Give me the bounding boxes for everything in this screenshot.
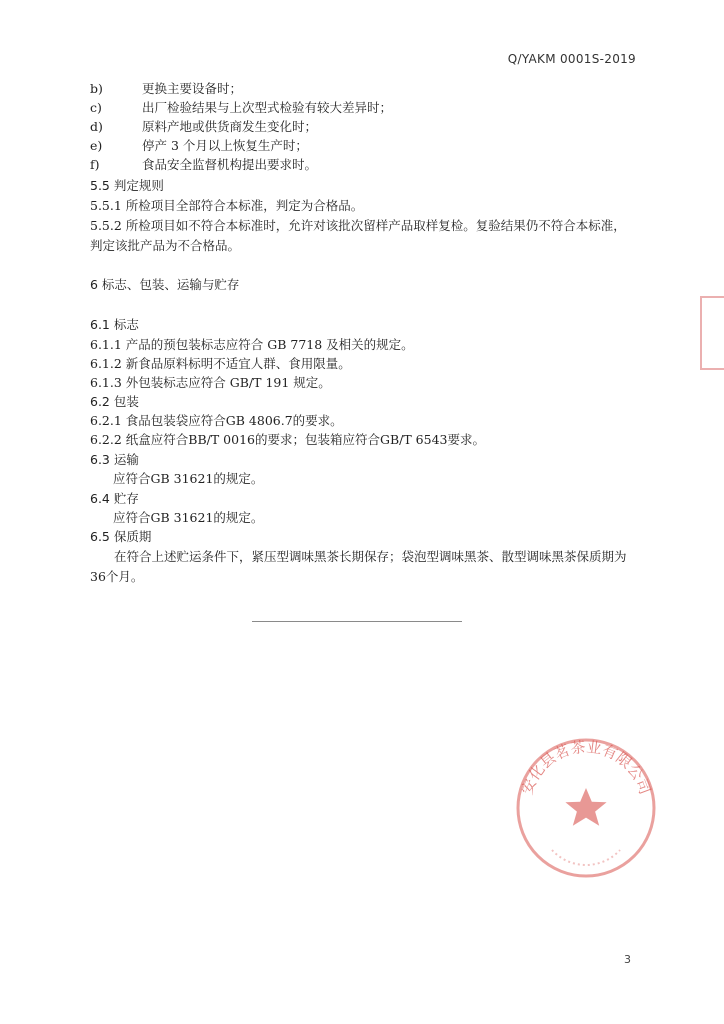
clause-text: 6.2.2 纸盒应符合BB/T 0016的要求；包装箱应符合GB/T 6543要求。 xyxy=(90,432,485,447)
list-item xyxy=(90,156,317,174)
end-rule xyxy=(252,621,462,622)
company-seal xyxy=(512,734,660,882)
clause-text: 6.1.1 产品的预包装标志应符合 GB 7718 及相关的规定。 xyxy=(90,337,414,352)
list-item xyxy=(90,137,308,155)
section-title: 6 标志、包装、运输与贮存 xyxy=(90,277,240,292)
list-text: 停产 3 个月以上恢复生产时； xyxy=(142,138,308,153)
clause-text: 6.1.2 新食品原料标明不适宜人群、食用限量。 xyxy=(90,356,351,371)
list-item xyxy=(90,118,317,136)
section-heading: 6.1 标志 xyxy=(90,317,139,332)
section-heading: 6.4 贮存 xyxy=(90,491,139,506)
list-marker: c) xyxy=(90,100,102,115)
section-heading: 6.2 包装 xyxy=(90,394,139,409)
seal-fragment xyxy=(700,296,724,370)
list-text: 原料产地或供货商发生变化时； xyxy=(142,119,318,134)
paragraph: 5.5.1 所检项目全部符合本标准，判定为合格品。 xyxy=(90,198,364,213)
clause-text: 应符合GB 31621的规定。 xyxy=(113,510,264,525)
list-marker: e) xyxy=(90,138,103,153)
list-text: 更换主要设备时； xyxy=(142,81,243,96)
paragraph: 在符合上述贮运条件下，紧压型调味黑茶长期保存；袋泡型调味黑茶、散型调味黑茶保质期为36个月。 xyxy=(90,549,627,584)
section-heading: 6.5 保质期 xyxy=(90,529,152,544)
list-marker: d) xyxy=(90,119,103,134)
list-marker: b) xyxy=(90,81,103,96)
list-item xyxy=(90,80,242,98)
clause-text: 6.1.3 外包装标志应符合 GB/T 191 规定。 xyxy=(90,375,331,390)
clause-text: 应符合GB 31621的规定。 xyxy=(113,471,264,486)
page-number: 3 xyxy=(624,953,631,966)
section-heading: 6.3 运输 xyxy=(90,452,139,467)
list-text: 食品安全监督机构提出要求时。 xyxy=(142,157,318,172)
paragraph: 5.5.2 所检项目如不符合本标准时，允许对该批次留样产品取样复检。复验结果仍不符合本标准，判定该批产品为不合格品。 xyxy=(90,218,626,253)
section-heading: 5.5 判定规则 xyxy=(90,178,164,193)
clause-text: 6.2.1 食品包装袋应符合GB 4806.7的要求。 xyxy=(90,413,343,428)
list-text: 出厂检验结果与上次型式检验有较大差异时； xyxy=(142,100,393,115)
standard-code: Q/YAKM 0001S-2019 xyxy=(507,52,636,66)
list-item xyxy=(90,99,392,117)
list-marker: f) xyxy=(90,157,100,172)
seal-text: 安化县茗茶业有限公司 xyxy=(517,737,655,797)
